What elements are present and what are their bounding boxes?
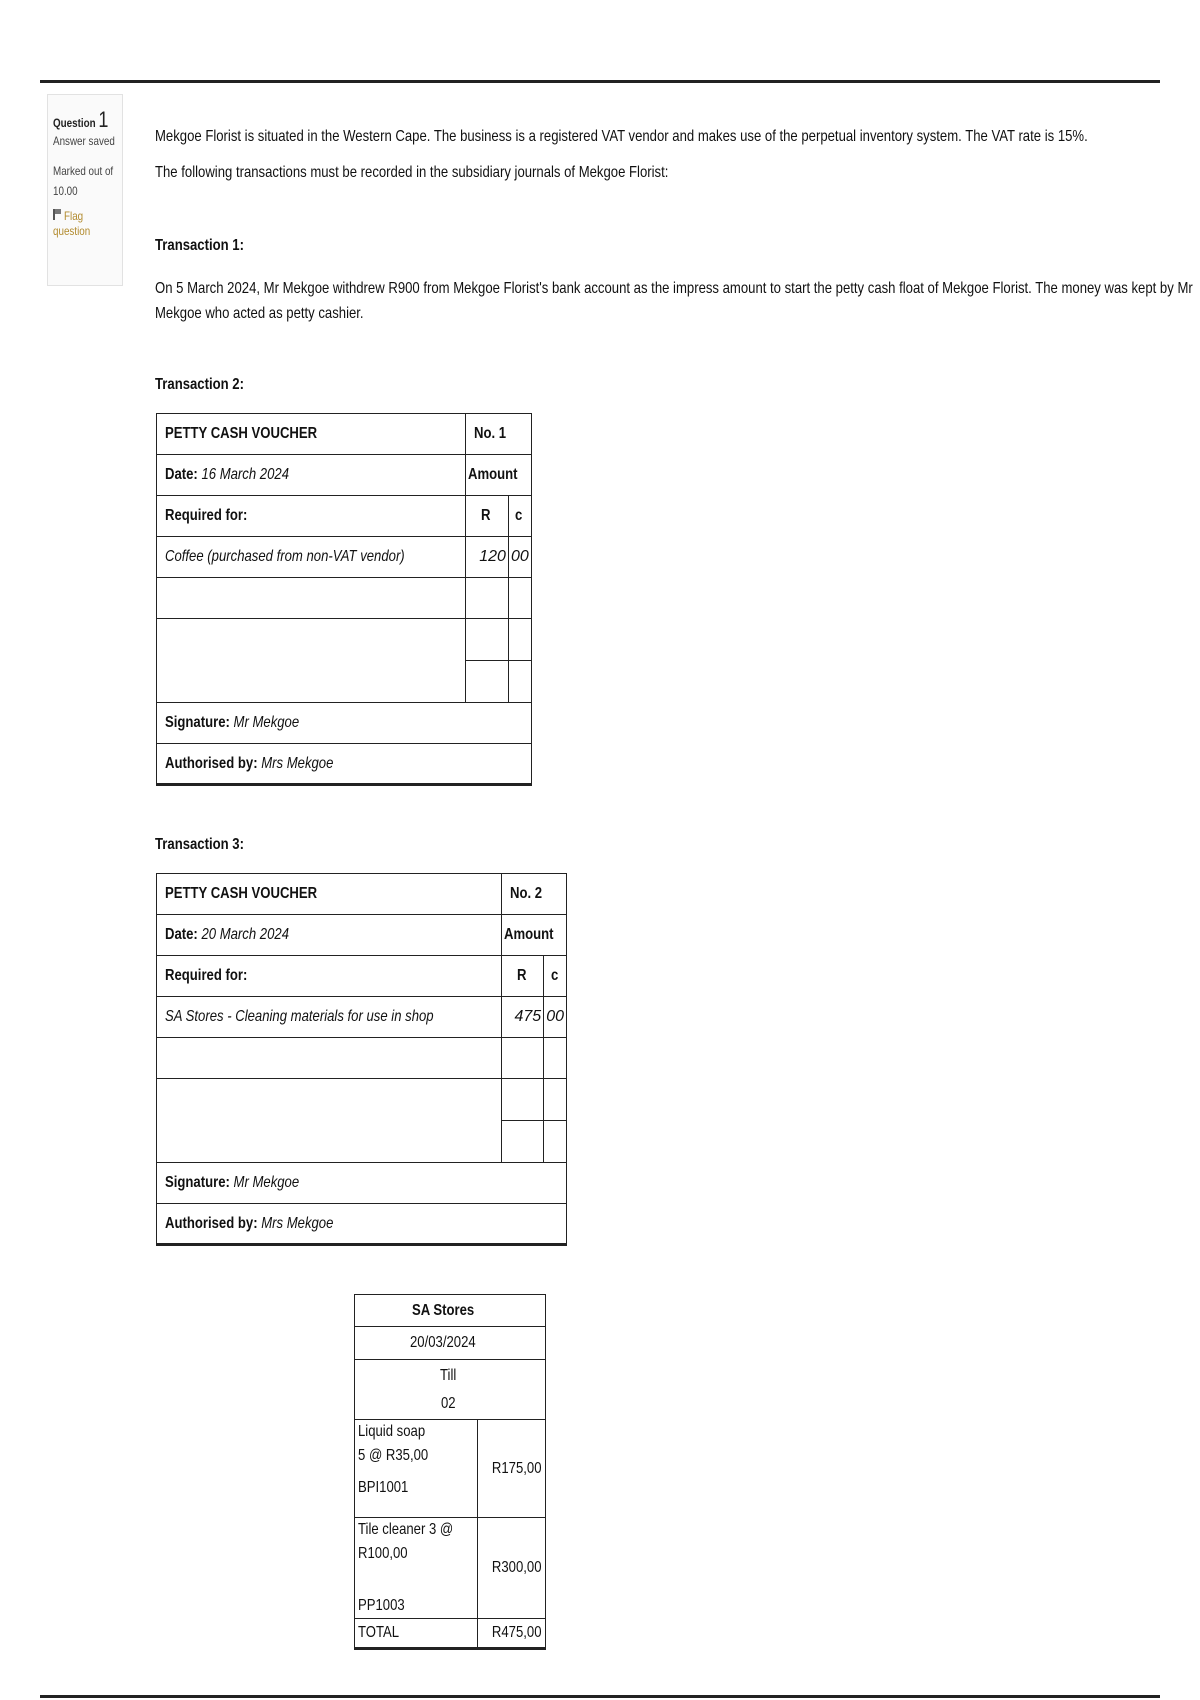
- voucher-rand-header: R: [501, 956, 544, 997]
- voucher-authorised: Authorised by: Mrs Mekgoe: [157, 1204, 567, 1245]
- question-label: Question: [53, 116, 96, 130]
- question-number: 1: [98, 107, 109, 132]
- transaction-1-heading: Transaction 1:: [155, 237, 244, 254]
- voucher-amount-header: Amount: [501, 915, 566, 956]
- voucher-title: PETTY CASH VOUCHER: [157, 414, 466, 455]
- voucher-item-rand: 120: [466, 537, 509, 578]
- voucher-number: No. 2: [501, 874, 566, 915]
- sa-stores-receipt: [354, 1294, 546, 1650]
- voucher-date: Date: 16 March 2024: [157, 455, 466, 496]
- petty-cash-voucher-1: [156, 413, 532, 786]
- voucher-required-for: Required for:: [157, 956, 502, 997]
- voucher-item-cents: 00: [508, 537, 531, 578]
- flag-icon: [53, 209, 61, 220]
- petty-cash-voucher-2: [156, 873, 567, 1246]
- voucher-empty-row: [157, 1038, 502, 1079]
- voucher-signature: Signature: Mr Mekgoe: [157, 703, 532, 744]
- voucher-required-for: Required for:: [157, 496, 466, 537]
- transaction-3-heading: Transaction 3:: [155, 836, 244, 853]
- flag-question-link[interactable]: Flag question: [53, 209, 91, 238]
- receipt-item-2-amount: R300,00: [478, 1518, 546, 1619]
- receipt-till: Till 02: [355, 1360, 546, 1420]
- question-info-panel: [47, 94, 123, 286]
- transaction-1-text-line-2: Mekgoe who acted as petty cashier.: [155, 305, 364, 322]
- receipt-item-2: Tile cleaner 3 @ R100,00 PP1003: [355, 1518, 478, 1619]
- voucher-authorised: Authorised by: Mrs Mekgoe: [157, 744, 532, 785]
- question-state: Answer saved: [53, 134, 115, 148]
- receipt-item-1-amount: R175,00: [478, 1420, 546, 1518]
- intro-paragraph-2: The following transactions must be recorded in the subsidiary journals of Mekgoe Florist:: [155, 164, 669, 181]
- voucher-date: Date: 20 March 2024: [157, 915, 502, 956]
- question-marks-value: 10.00: [53, 184, 78, 198]
- voucher-item: SA Stores - Cleaning materials for use in shop: [157, 997, 502, 1038]
- top-divider: [40, 80, 1160, 83]
- question-marks: Marked out of: [53, 164, 114, 178]
- voucher-empty-row: [157, 1079, 502, 1163]
- voucher-cents-header: c: [544, 956, 567, 997]
- voucher-number: No. 1: [466, 414, 531, 455]
- voucher-signature: Signature: Mr Mekgoe: [157, 1163, 567, 1204]
- voucher-empty-row: [157, 578, 466, 619]
- voucher-item-cents: 00: [544, 997, 567, 1038]
- voucher-empty-row: [157, 619, 466, 703]
- question-number-line: [53, 107, 122, 131]
- receipt-total-amount: R475,00: [478, 1619, 546, 1649]
- voucher-item: Coffee (purchased from non-VAT vendor): [157, 537, 466, 578]
- voucher-item-rand: 475: [501, 997, 544, 1038]
- transaction-1-text-line-1: On 5 March 2024, Mr Mekgoe withdrew R900 from Mekgoe Florist's bank account as the impress amount to start the petty cash float of Mekgoe Florist. The money was kept by Mr: [155, 280, 1193, 297]
- voucher-amount-header: Amount: [466, 455, 531, 496]
- voucher-title: PETTY CASH VOUCHER: [157, 874, 502, 915]
- intro-paragraph-1: Mekgoe Florist is situated in the Western Cape. The business is a registered VAT vendor and makes use of the perpetual inventory system. The VAT rate is 15%.: [155, 128, 1088, 145]
- bottom-divider: [40, 1695, 1160, 1698]
- receipt-total-label: TOTAL: [355, 1619, 478, 1649]
- transaction-2-heading: Transaction 2:: [155, 376, 244, 393]
- voucher-cents-header: c: [508, 496, 531, 537]
- receipt-date: 20/03/2024: [355, 1327, 546, 1360]
- voucher-rand-header: R: [466, 496, 509, 537]
- receipt-store-name: SA Stores: [355, 1295, 546, 1327]
- receipt-item-1: Liquid soap 5 @ R35,00 BPI1001: [355, 1420, 478, 1518]
